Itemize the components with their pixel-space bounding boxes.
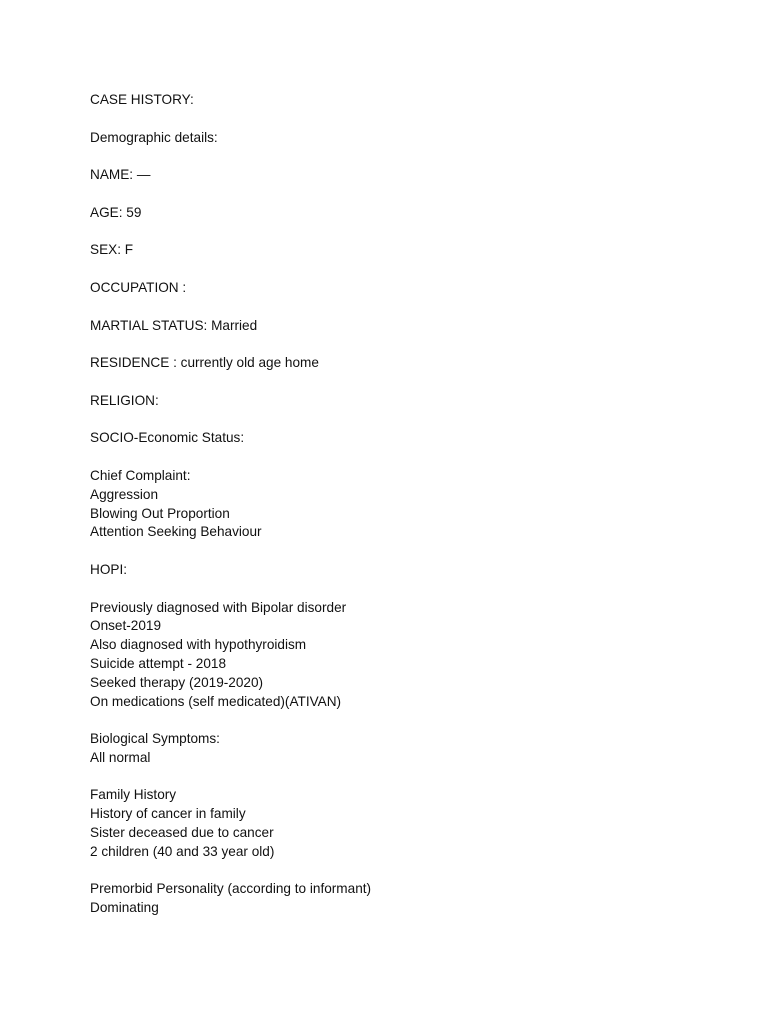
document-page	[90, 91, 730, 918]
list-item: Blowing Out Proportion	[90, 505, 230, 521]
list-item: Attention Seeking Behaviour	[90, 524, 262, 540]
age-field: AGE: 59	[90, 204, 142, 220]
list-item: History of cancer in family	[90, 806, 246, 822]
list-item: Seeked therapy (2019-2020)	[90, 674, 264, 690]
biological-symptoms-heading: Biological Symptoms:	[90, 731, 220, 747]
list-item: Dominating	[90, 900, 159, 916]
case-history-heading: CASE HISTORY:	[90, 92, 194, 107]
name-field: NAME: —	[90, 167, 151, 183]
sex-field: SEX: F	[90, 242, 134, 258]
residence-field: RESIDENCE : currently old age home	[90, 355, 319, 371]
list-item: Onset-2019	[90, 618, 162, 634]
family-history-heading: Family History	[90, 787, 177, 803]
occupation-field: OCCUPATION :	[90, 279, 187, 295]
list-item: Sister deceased due to cancer	[90, 825, 274, 841]
list-item: Suicide attempt - 2018	[90, 655, 227, 671]
religion-field: RELIGION:	[90, 392, 159, 408]
hopi-heading: HOPI:	[90, 561, 128, 577]
list-item: All normal	[90, 749, 151, 765]
list-item: Also diagnosed with hypothyroidism	[90, 637, 307, 653]
list-item: Previously diagnosed with Bipolar disorder	[90, 599, 347, 615]
list-item: 2 children (40 and 33 year old)	[90, 843, 275, 859]
socio-economic-field: SOCIO-Economic Status:	[90, 430, 245, 446]
premorbid-personality-heading: Premorbid Personality (according to informant)	[90, 881, 372, 897]
demographic-heading: Demographic details:	[90, 129, 218, 145]
chief-complaint-heading: Chief Complaint:	[90, 467, 191, 483]
marital-status-field: MARTIAL STATUS: Married	[90, 317, 258, 333]
list-item: On medications (self medicated)(ATIVAN)	[90, 693, 342, 709]
list-item: Aggression	[90, 486, 159, 502]
